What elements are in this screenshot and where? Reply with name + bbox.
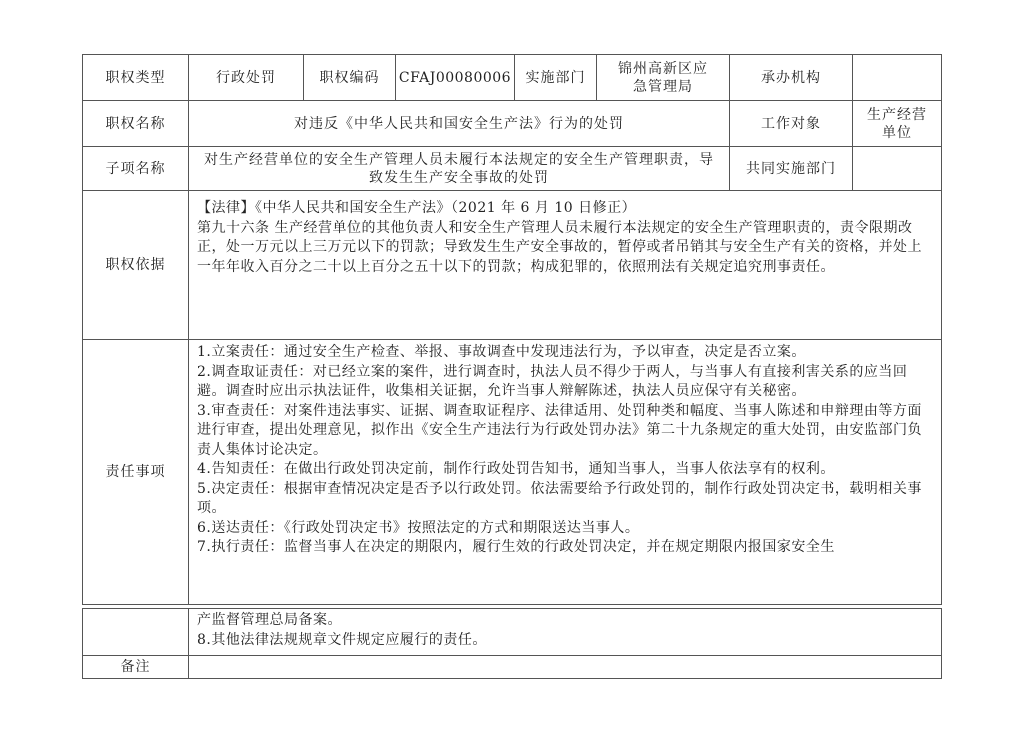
authority-basis-text bbox=[189, 193, 941, 339]
table-border-right bbox=[941, 608, 942, 679]
label-authority-code: 职权编码 bbox=[319, 69, 380, 86]
value-authority-type: 行政处罚 bbox=[216, 69, 276, 86]
value-handling-agency bbox=[853, 55, 941, 100]
row-divider bbox=[82, 190, 942, 191]
label-responsibilities: 责任事项 bbox=[105, 464, 166, 480]
row-divider bbox=[82, 339, 942, 340]
label-joint-dept: 共同实施部门 bbox=[746, 160, 836, 177]
value-joint-dept bbox=[853, 147, 941, 190]
value-subitem-name: 对生产经营单位的安全生产管理人员未履行本法规定的安全生产管理职责，导致发生生产安全事故的处罚 bbox=[204, 151, 714, 186]
label-authority-basis: 职权依据 bbox=[105, 257, 166, 273]
label-remarks: 备注 bbox=[120, 659, 151, 675]
list-item: 2.调查取证责任：对已经立案的案件，进行调查时，执法人员不得少于两人，与当事人有直接利害关系的应当回避。调查时应出示执法证件，收集相关证据，允许当事人辩解陈述，执法人员应保守有关秘密。 bbox=[197, 363, 908, 399]
list-item: 3.审查责任：对案件违法事实、证据、调查取证程序、法律适用、处罚种类和幅度、当事人陈述和申辩理由等方面进行审查，提出处理意见，拟作出《安全生产违法行为行政处罚办法》第二十九条规定的重大处罚，由安监部门负责人集体讨论决定。 bbox=[197, 402, 922, 458]
label-subitem-name: 子项名称 bbox=[105, 160, 166, 177]
value-work-object: 生产经营单位 bbox=[867, 106, 927, 141]
responsibilities-continuation bbox=[189, 609, 941, 655]
list-item: 7.执行责任：监督当事人在决定的期限内，履行生效的行政处罚决定，并在规定期限内报国家安全生 bbox=[197, 539, 835, 555]
label-work-object: 工作对象 bbox=[761, 115, 821, 132]
list-item: 8.其他法律法规规章文件规定应履行的责任。 bbox=[197, 631, 487, 648]
law-article: 第九十六条 生产经营单位的其他负责人和安全生产管理人员未履行本法规定的安全生产管理职责的，责令限期改正，处一万元以上三万元以下的罚款；导致发生生产安全事故的，暂停或者吊销其与安全生产有关的资格，并处上一年年收入百分之二十以上百分之五十以下的罚款；构成犯罪的，依照刑法有关规定追究刑事责任。 bbox=[197, 219, 922, 275]
value-authority-code: CFAJ00080006 bbox=[398, 69, 512, 86]
list-item: 4.告知责任：在做出行政处罚决定前，制作行政处罚告知书，通知当事人，当事人依法享有的权利。 bbox=[197, 461, 835, 477]
label-handling-agency: 承办机构 bbox=[761, 69, 821, 86]
value-remarks bbox=[189, 656, 941, 678]
label-authority-type: 职权类型 bbox=[105, 69, 166, 86]
list-item: 1.立案责任：通过安全生产检查、举报、事故调查中发现违法行为，予以审查，决定是否立案。 bbox=[197, 344, 806, 360]
label-implementing-dept: 实施部门 bbox=[525, 69, 586, 86]
page-break-line bbox=[82, 604, 942, 605]
table-border-right bbox=[941, 54, 942, 605]
table-border-bottom bbox=[82, 678, 942, 679]
list-item: 产监督管理总局备案。 bbox=[197, 612, 342, 628]
list-item: 6.送达责任：《行政处罚决定书》按照法定的方式和期限送达当事人。 bbox=[197, 519, 640, 536]
label-authority-name: 职权名称 bbox=[105, 115, 166, 132]
law-title: 【法律】《中华人民共和国安全生产法》（2021 年 6 月 10 日修正） bbox=[197, 200, 637, 216]
responsibilities-list bbox=[189, 341, 941, 604]
value-implementing-dept: 锦州高新区应急管理局 bbox=[618, 60, 708, 95]
value-authority-name: 对违反《中华人民共和国安全生产法》行为的处罚 bbox=[294, 115, 624, 132]
list-item: 5.决定责任：根据审查情况决定是否予以行政处罚。依法需要给予行政处罚的，制作行政处罚决定书，载明相关事项。 bbox=[197, 480, 922, 516]
